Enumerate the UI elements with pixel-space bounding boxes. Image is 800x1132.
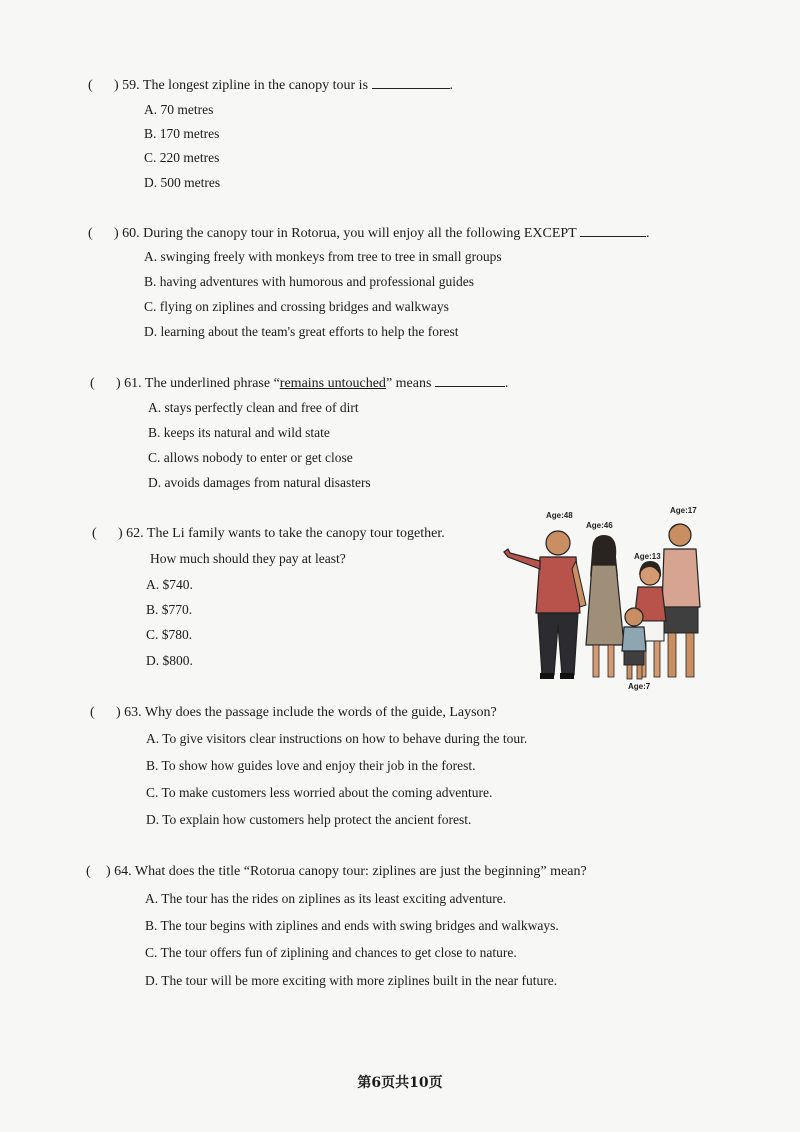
q60-period: . — [645, 226, 650, 241]
underlined-phrase: remains untouched — [279, 376, 386, 391]
q63-option-b: B. To show how guides love and enjoy their job in the forest. — [146, 758, 476, 773]
q59-stem — [88, 76, 453, 94]
q62-question-line: How much should they pay at least? — [150, 551, 346, 566]
q64-stem — [86, 864, 587, 880]
mother-figure — [586, 535, 624, 677]
q59-option-b: B. 170 metres — [144, 126, 220, 141]
q64-option-c: C. The tour offers fun of ziplining and chances to get close to nature. — [145, 945, 517, 960]
answer-blank — [435, 374, 505, 387]
q62-option-b: B. $770. — [146, 602, 193, 617]
q60-option-a: A. swinging freely with monkeys from tree to tree in small groups — [144, 249, 502, 264]
q59-option-d: D. 500 metres — [144, 175, 221, 190]
age-label-teen: Age:17 — [670, 506, 697, 515]
q60-text: ) 60. During the canopy tour in Rotorua, you will enjoy all the following EXCEPT — [114, 226, 577, 241]
q64-option-d: D. The tour will be more exciting with more ziplines built in the near future. — [145, 973, 558, 988]
q61-text: ) 61. The underlined phrase “ — [116, 376, 280, 391]
family-illustration — [500, 505, 715, 695]
q63-option-c: C. To make customers less worried about the coming adventure. — [146, 785, 493, 800]
age-label-boy: Age:7 — [628, 682, 651, 691]
q60-stem — [88, 224, 649, 242]
q59-option-a: A. 70 metres — [144, 102, 214, 117]
q63-option-a: A. To give visitors clear instructions on how to behave during the tour. — [146, 731, 528, 746]
q61-option-a: A. stays perfectly clean and free of dirt — [148, 400, 359, 415]
q60-option-b: B. having adventures with humorous and professional guides — [144, 274, 474, 289]
q62-option-d: D. $800. — [146, 653, 193, 668]
answer-paren: ( — [88, 78, 93, 93]
q62-text: ) 62. The Li family wants to take the canopy tour together. — [118, 526, 445, 541]
teen-figure — [662, 524, 700, 677]
q59-period: . — [449, 78, 454, 93]
q61-text-end: ” means — [385, 376, 432, 391]
q61-option-d: D. avoids damages from natural disasters — [148, 475, 371, 490]
page-number: 第6页共10页 — [357, 1075, 443, 1091]
q62-option-c: C. $780. — [146, 627, 193, 642]
q64-option-a: A. The tour has the rides on ziplines as its least exciting adventure. — [145, 891, 507, 906]
answer-blank — [580, 224, 646, 237]
answer-paren: ( — [90, 705, 95, 720]
father-figure — [504, 531, 586, 679]
q61-period: . — [504, 376, 509, 391]
q63-text: ) 63. Why does the passage include the words of the guide, Layson? — [116, 705, 497, 720]
answer-paren: ( — [90, 376, 95, 391]
q62-stem — [92, 526, 445, 542]
q61-stem — [90, 374, 508, 392]
age-label-mother: Age:46 — [586, 521, 613, 530]
q59-option-c: C. 220 metres — [144, 150, 220, 165]
q63-option-d: D. To explain how customers help protect the ancient forest. — [146, 812, 472, 827]
q64-option-b: B. The tour begins with ziplines and ends with swing bridges and walkways. — [145, 918, 559, 933]
q59-text: ) 59. The longest zipline in the canopy tour is — [114, 78, 369, 93]
answer-paren: ( — [92, 526, 97, 541]
q62-option-a: A. $740. — [146, 577, 193, 592]
q61-option-b: B. keeps its natural and wild state — [148, 425, 330, 440]
q64-text: ) 64. What does the title “Rotorua canopy tour: ziplines are just the beginning” mean? — [106, 864, 587, 879]
answer-blank — [372, 76, 450, 89]
q63-stem — [90, 705, 497, 721]
q60-option-d: D. learning about the team's great efforts to help the forest — [144, 324, 459, 339]
age-label-father: Age:48 — [546, 511, 573, 520]
answer-paren: ( — [86, 864, 91, 879]
age-label-girl: Age:13 — [634, 552, 661, 561]
answer-paren: ( — [88, 226, 93, 241]
q61-option-c: C. allows nobody to enter or get close — [148, 450, 353, 465]
q60-option-c: C. flying on ziplines and crossing bridges and walkways — [144, 299, 449, 314]
